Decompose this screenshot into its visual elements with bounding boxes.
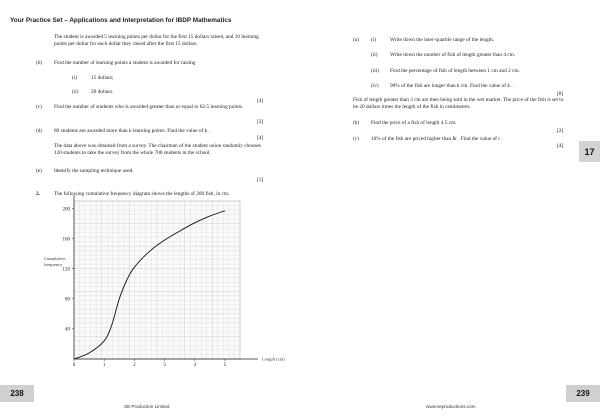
b-ii-label: (ii): [72, 89, 79, 95]
e-marks: [1]: [257, 177, 264, 183]
x-tick-label: 2: [133, 363, 136, 368]
rb-marks: [2]: [557, 128, 564, 134]
d-text: 80 students are awarded more than k learning points. Find the value of k .: [54, 128, 210, 134]
b-i-text: 15 dollars;: [91, 75, 114, 81]
ra-iv-label: (iv): [371, 83, 379, 89]
page-header: Your Practice Set – Applications and Interpretation for IBDP Mathematics: [10, 17, 232, 24]
e-label: (e): [36, 168, 42, 174]
x-tick-label: 4: [193, 363, 196, 368]
rc-label: (c): [353, 136, 359, 142]
rb-label: (b): [353, 120, 360, 126]
y-tick-label: 120: [62, 267, 70, 273]
left-page-number: 238: [0, 385, 34, 402]
q2-text: The following cumulative frequency diagram shows the lengths of 200 fish, in cm.: [54, 191, 230, 197]
ra-iii-text: Find the percentage of fish of length between 1 cm and 2 cm.: [390, 68, 520, 74]
x-tick-label: 0: [72, 363, 76, 368]
y-axis-label: Cumulative frequency: [44, 256, 66, 267]
e-text: Identify the sampling technique used.: [54, 168, 134, 174]
q2-number: 2.: [36, 191, 40, 197]
x-tick-label: 3: [163, 363, 166, 368]
x-tick-label: 1: [102, 363, 106, 368]
y-tick-label: 40: [65, 327, 70, 333]
ra-i-label: (i): [371, 37, 376, 43]
c-text: Find the number of students who is awarded greater than or equal to 62.5 learning points.: [54, 104, 244, 110]
c-label: (c): [36, 104, 42, 110]
right-page-number: 239: [566, 385, 600, 402]
rc-text: 10% of the fish are priced higher than $r . Find the value of r .: [371, 136, 503, 142]
x-axis-label: Length (cm): [262, 356, 285, 362]
ra-iii-label: (iii): [371, 68, 379, 74]
survey-text: The data above was obtained from a survey. The chairman of the student union randomly chooses 120 students to take the survey from the whole 700 students in the school.: [54, 143, 261, 156]
market-text: Fish of length greater than 3 cm are then being sold in the wet market. The price of the fish is set to be 20 dollars times the length of the fish in centimetres.: [353, 97, 564, 110]
d-marks: [4]: [257, 135, 264, 141]
y-tick-label: 200: [62, 207, 70, 213]
publisher: SE Production Limited: [124, 404, 170, 409]
b-label: (b): [36, 60, 43, 66]
ra-ii-label: (ii): [371, 52, 378, 58]
ra-i-text: Write down the inter-quartile range of the length.: [390, 37, 495, 43]
intro-text: The student is awarded 5 learning points per dollar for the first 15 dollars raised, and 10 learning points per dollar for each dollar they raised after the first 15 dollars.: [54, 34, 259, 47]
b-text: Find the number of learning points a student is awarded for raising: [54, 60, 196, 66]
y-tick-label: 80: [65, 297, 70, 303]
x-tick-label: 5: [223, 363, 227, 368]
ra-iv-text: 90% of the fish are longer than k cm. Find the value of k .: [390, 83, 513, 89]
b-ii-text: 20 dollars.: [91, 89, 114, 95]
y-tick-label: 160: [62, 237, 70, 243]
website: www.seproductions.com: [426, 404, 476, 409]
ra-ii-text: Write down the number of fish of length greater than 4 cm.: [390, 52, 516, 58]
chapter-tab: 17: [579, 141, 600, 162]
b-i-label: (i): [72, 75, 77, 81]
d-label: (d): [36, 128, 43, 134]
c-marks: [3]: [257, 119, 264, 125]
ra-marks: [8]: [557, 91, 564, 97]
b-marks: [4]: [257, 98, 264, 104]
rb-text: Find the price of a fish of length 4.5 cm.: [371, 120, 457, 126]
rc-marks: [4]: [557, 143, 564, 149]
ra-label: (a): [353, 37, 359, 43]
